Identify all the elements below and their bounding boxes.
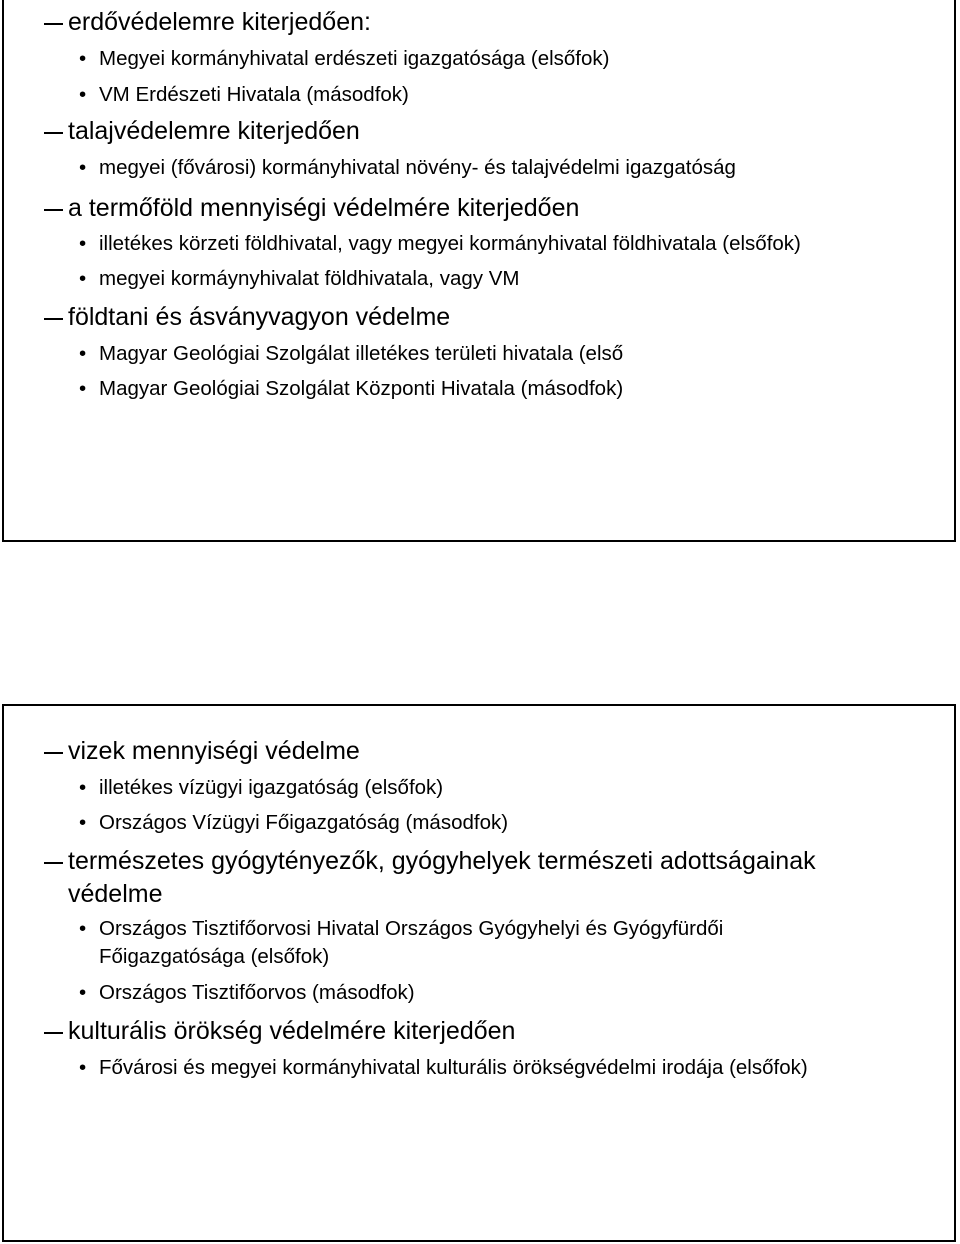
bullet-marker: •	[79, 981, 87, 1004]
slide-bottom	[2, 704, 956, 1242]
bullet-marker: •	[79, 232, 87, 255]
bullet-text: Országos Tisztifőorvos (másodfok)	[99, 981, 415, 1004]
bullet-text: Megyei kormányhivatal erdészeti igazgatósága (elsőfok)	[99, 47, 610, 70]
heading-text: természetes gyógytényezők, gyógyhelyek természeti adottságainak	[68, 847, 816, 875]
heading-text: a termőföld mennyiségi védelmére kiterjedően	[68, 194, 580, 222]
bullet-marker: •	[79, 156, 87, 179]
heading-text: talajvédelemre kiterjedően	[68, 117, 360, 145]
heading-text-continued: védelme	[68, 880, 163, 908]
bullet-text: megyei kormáynyhivalat földhivatala, vagy VM	[99, 267, 520, 290]
bullet-marker: •	[79, 342, 87, 365]
bullet-marker: •	[79, 811, 87, 834]
bullet-marker: •	[79, 267, 87, 290]
bullet-marker: •	[79, 377, 87, 400]
bullet-text-continued: Főigazgatósága (elsőfok)	[99, 945, 330, 968]
dash-marker	[44, 23, 63, 25]
slide-top	[2, 0, 956, 542]
bullet-marker: •	[79, 47, 87, 70]
bullet-text: megyei (fővárosi) kormányhivatal növény- és talajvédelmi igazgatóság	[99, 156, 736, 179]
bullet-text: Magyar Geológiai Szolgálat Központi Hivatala (másodfok)	[99, 377, 624, 400]
dash-marker	[44, 862, 63, 864]
dash-marker	[44, 752, 63, 754]
dash-marker	[44, 318, 63, 320]
bullet-text: illetékes vízügyi igazgatóság (elsőfok)	[99, 776, 444, 799]
bullet-text: Fővárosi és megyei kormányhivatal kulturális örökségvédelmi irodája (elsőfok)	[99, 1056, 808, 1079]
heading-text: erdővédelemre kiterjedően:	[68, 8, 371, 36]
bullet-text: Országos Vízügyi Főigazgatóság (másodfok)	[99, 811, 509, 834]
bullet-marker: •	[79, 917, 87, 940]
bullet-text: Országos Tisztifőorvosi Hivatal Országos Gyógyhelyi és Gyógyfürdői	[99, 917, 724, 940]
bullet-marker: •	[79, 776, 87, 799]
heading-text: vizek mennyiségi védelme	[68, 737, 360, 765]
bullet-text: illetékes körzeti földhivatal, vagy megyei kormányhivatal földhivatala (elsőfok)	[99, 232, 801, 255]
heading-text: kulturális örökség védelmére kiterjedően	[68, 1017, 516, 1045]
bullet-marker: •	[79, 83, 87, 106]
dash-marker	[44, 1032, 63, 1034]
dash-marker	[44, 132, 63, 134]
bullet-text: VM Erdészeti Hivatala (másodfok)	[99, 83, 409, 106]
bullet-marker: •	[79, 1056, 87, 1079]
bullet-text: Magyar Geológiai Szolgálat illetékes területi hivatala (első	[99, 342, 624, 365]
heading-text: földtani és ásványvagyon védelme	[68, 303, 451, 331]
dash-marker	[44, 209, 63, 211]
